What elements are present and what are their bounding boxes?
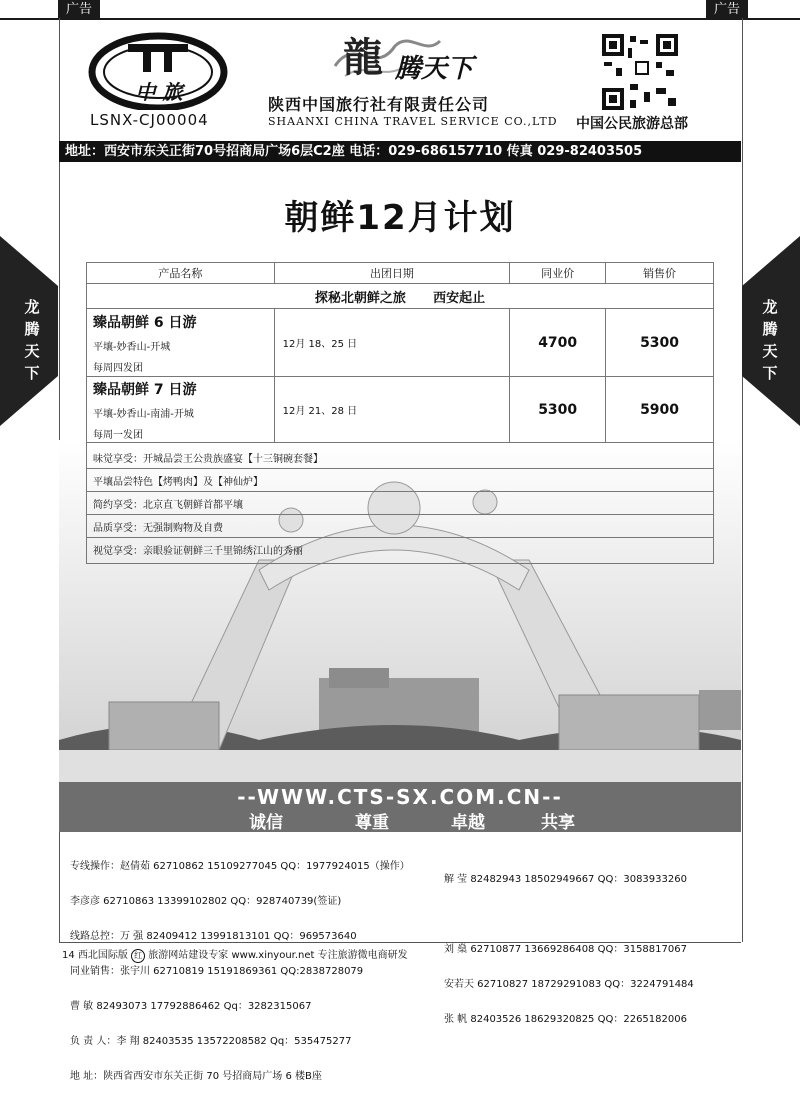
- product-route: 平壤-妙香山-开城: [93, 341, 171, 353]
- footer-rule: [59, 942, 741, 943]
- hq-label: 中国公民旅游总部: [576, 116, 688, 132]
- company-name-en: SHAANXI CHINA TRAVEL SERVICE CO.,LTD: [268, 115, 558, 128]
- contact-line: 曹 敏 82493073 17792886462 Qq：3282315067: [70, 1001, 312, 1012]
- feature-row: [87, 443, 714, 469]
- product-schedule: 每周四发团: [93, 362, 143, 374]
- contact-line: 刘 燊 62710877 13669286408 QQ：3158817067: [444, 944, 687, 955]
- side-tab-left: [0, 236, 58, 426]
- contact-line: 安若天 62710827 18729291083 QQ：3224791484: [444, 979, 694, 990]
- footer-slogan: 旅游网站建设专家 www.xinyour.net 专注旅游微电商研发: [148, 950, 408, 961]
- product-info: [87, 377, 275, 443]
- feature-text: 简约享受：北京直飞朝鲜首都平壤: [87, 492, 714, 515]
- feature-text: 品质享受：无强制购物及自费: [87, 515, 714, 538]
- product-trade-price: 4700: [510, 309, 606, 377]
- contacts-right: [444, 851, 740, 1037]
- feature-text: 视觉享受：亲眼验证朝鲜三千里锦绣江山的秀丽: [87, 538, 714, 564]
- side-tab-right: [742, 236, 800, 426]
- feature-text: 味觉享受：开城品尝王公贵族盛宴【十三铜碗套餐】: [87, 443, 714, 469]
- website-url[interactable]: --WWW.CTS-SX.COM.CN--: [237, 785, 563, 809]
- product-info: [87, 309, 275, 377]
- value-sharing: 共享: [541, 813, 575, 833]
- product-trade-price: 5300: [510, 377, 606, 443]
- value-respect: 尊重: [355, 813, 389, 833]
- product-sale-price: 5900: [606, 377, 714, 443]
- header-sale-price: 销售价: [606, 263, 714, 284]
- address-text: 地址：西安市东关正街70号招商局广场6层C2座 电话：029-686157710 传真 029-82403505: [65, 144, 643, 159]
- header-dates: 出团日期: [274, 263, 510, 284]
- company-name-cn: 陕西中国旅行社有限责任公司: [268, 95, 490, 114]
- address-bar: [59, 141, 741, 162]
- value-excellence: 卓越: [451, 813, 485, 833]
- cts-logo: [88, 30, 228, 110]
- contact-line: 解 莹 82482943 18502949667 QQ：3083933260: [444, 874, 687, 885]
- product-schedule: 每周一发团: [93, 429, 143, 441]
- license-number: LSNX-CJ00004: [90, 111, 209, 129]
- product-name: 臻品朝鲜 7 日游: [93, 381, 197, 398]
- page-number: 14: [62, 950, 75, 961]
- ad-tag-right: 广告: [706, 0, 748, 20]
- contact-line: 地 址：陕西省西安市东关正街 70 号招商局广场 6 楼B座: [70, 1071, 322, 1082]
- contacts-left: [70, 838, 442, 1094]
- product-sale-price: 5300: [606, 309, 714, 377]
- contact-line: 线路总控：万 强 82409412 13991813101 QQ：969573640: [70, 931, 357, 942]
- contact-line: 张 帆 82403526 18629320825 QQ：2265182006: [444, 1014, 687, 1025]
- product-row: [87, 309, 714, 377]
- tour-plan-table: [86, 262, 714, 564]
- brand-slogan: 腾天下: [395, 54, 474, 84]
- feature-row: [87, 492, 714, 515]
- product-dates: 12月 18、25 日: [274, 309, 510, 377]
- feature-text: 平壤品尝特色【烤鸭肉】及【神仙炉】: [87, 469, 714, 492]
- brand-script: 龍: [343, 34, 383, 81]
- ad-tag-left: 广告: [58, 0, 100, 20]
- product-row: [87, 377, 714, 443]
- edition-badge: 红: [131, 949, 145, 963]
- dragon-brand-logo: [315, 26, 515, 88]
- header-trade-price: 同业价: [510, 263, 606, 284]
- feature-row: [87, 469, 714, 492]
- product-dates: 12月 21、28 日: [274, 377, 510, 443]
- product-name: 臻品朝鲜 6 日游: [93, 314, 197, 331]
- logo-chars: 中 旅: [135, 80, 183, 104]
- slogan-banner: [59, 782, 741, 832]
- feature-row: [87, 538, 714, 564]
- edition-label: 西北国际版: [77, 950, 128, 961]
- page-title: 朝鲜12月计划: [284, 198, 516, 238]
- side-label-right: 龙 腾 天 下: [762, 298, 778, 382]
- contact-line: 同业销售：张宇川 62710819 15191869361 QQ:2838728079: [70, 966, 364, 977]
- footer: [62, 946, 408, 963]
- table-subtitle: 探秘北朝鲜之旅 西安起止: [87, 284, 714, 309]
- feature-row: [87, 515, 714, 538]
- table-subtitle-row: [87, 284, 714, 309]
- contact-line: 负 责 人：李 翔 82403535 13572208582 Qq：535475277: [70, 1036, 352, 1047]
- qr-code: [600, 32, 680, 112]
- table-header-row: [87, 263, 714, 284]
- value-integrity: 诚信: [249, 813, 283, 833]
- contact-line: 李彦彦 62710863 13399102802 QQ：928740739(签证): [70, 896, 342, 907]
- side-label-left: 龙 腾 天 下: [24, 298, 40, 382]
- contact-line: 专线操作：赵倩茹 62710862 15109277045 QQ：1977924015（操作）: [70, 861, 410, 872]
- product-route: 平壤-妙香山-南浦-开城: [93, 408, 194, 420]
- header-product: 产品名称: [87, 263, 275, 284]
